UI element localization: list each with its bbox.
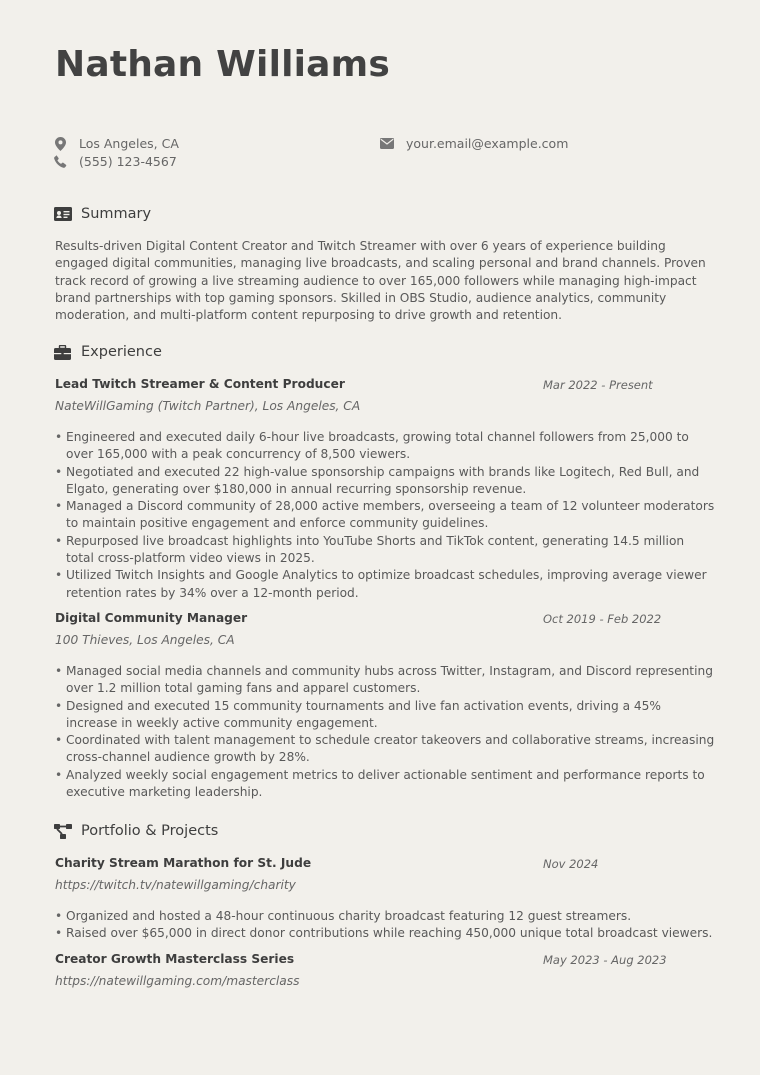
portfolio-title: Portfolio & Projects [81,823,219,839]
location-text: Los Angeles, CA [79,136,179,151]
list-item: • Organized and hosted a 48-hour continuous charity broadcast featuring 12 guest streamers. [55,908,715,925]
list-item: • Managed social media channels and community hubs across Twitter, Instagram, and Discord representing over 1.2 million total gaming fans and apparel customers. [55,663,715,698]
portfolio-heading [54,823,218,839]
project-bullets [55,908,715,943]
job-organization: 100 Thieves, Los Angeles, CA [55,633,235,647]
project-link[interactable]: https://twitch.tv/natewillgaming/charity [55,878,296,892]
summary-title: Summary [81,206,152,222]
list-item: • Raised over $65,000 in direct donor contributions while reaching 450,000 unique total broadcast viewers. [55,925,715,942]
list-item: • Coordinated with talent management to schedule creator takeovers and collaborative streams, increasing cross-channel audience growth by 28%. [55,732,715,767]
contact-location [53,136,179,151]
job-title: Digital Community Manager [55,611,248,625]
project-date: Nov 2024 [543,857,599,871]
project-date: May 2023 - Aug 2023 [543,953,667,967]
project-title: Creator Growth Masterclass Series [55,952,295,966]
map-pin-icon [53,137,67,151]
experience-heading [54,344,162,360]
job-organization: NateWillGaming (Twitch Partner), Los Angeles, CA [55,399,361,413]
project-link[interactable]: https://natewillgaming.com/masterclass [55,974,300,988]
list-item: • Repurposed live broadcast highlights into YouTube Shorts and TikTok content, generating 14.5 million total cross-platform video views in 2025. [55,533,715,568]
job-title: Lead Twitch Streamer & Content Producer [55,377,345,391]
job-bullets [55,663,715,801]
experience-title: Experience [81,344,162,360]
contact-email [380,136,568,151]
phone-icon [53,155,67,169]
summary-heading [54,206,151,222]
project-diagram-icon [54,823,72,839]
id-card-icon [54,206,72,222]
email-link[interactable]: your.email@example.com [406,136,569,151]
list-item: • Utilized Twitch Insights and Google Analytics to optimize broadcast schedules, improving average viewer retention rates by 34% over a 12-month period. [55,567,715,602]
list-item: • Negotiated and executed 22 high-value sponsorship campaigns with brands like Logitech, Red Bull, and Elgato, generating over $180,000 in annual recurring sponsorship revenue. [55,464,715,499]
list-item: • Engineered and executed daily 6-hour live broadcasts, growing total channel followers from 25,000 to over 165,000 with a peak concurrency of 8,500 viewers. [55,429,715,464]
summary-text: Results-driven Digital Content Creator and Twitch Streamer with over 6 years of experience building engaged digital communities, managing live broadcasts, and scaling personal and brand channels. Proven track record of growing a live streaming audience to over 165,000 followers while managing high-impact brand partnerships with top gaming sponsors. Skilled in OBS Studio, audience analytics, community moderation, and multi-platform content repurposing to drive growth and retention. [55,239,706,323]
job-bullets [55,429,715,602]
list-item: • Managed a Discord community of 28,000 active members, overseeing a team of 12 volunteer moderators to maintain positive engagement and enforce community guidelines. [55,498,715,533]
phone-text: (555) 123-4567 [79,154,177,169]
job-date: Oct 2019 - Feb 2022 [543,612,662,626]
job-date: Mar 2022 - Present [543,378,653,392]
project-title: Charity Stream Marathon for St. Jude [55,856,312,870]
briefcase-icon [54,344,72,360]
envelope-icon [380,137,394,151]
candidate-name: Nathan Williams [55,44,391,85]
list-item: • Analyzed weekly social engagement metrics to deliver actionable sentiment and performance reports to executive marketing leadership. [55,767,715,802]
list-item: • Designed and executed 15 community tournaments and live fan activation events, driving a 45% increase in weekly active community engagement. [55,698,715,733]
contact-phone [53,154,177,169]
